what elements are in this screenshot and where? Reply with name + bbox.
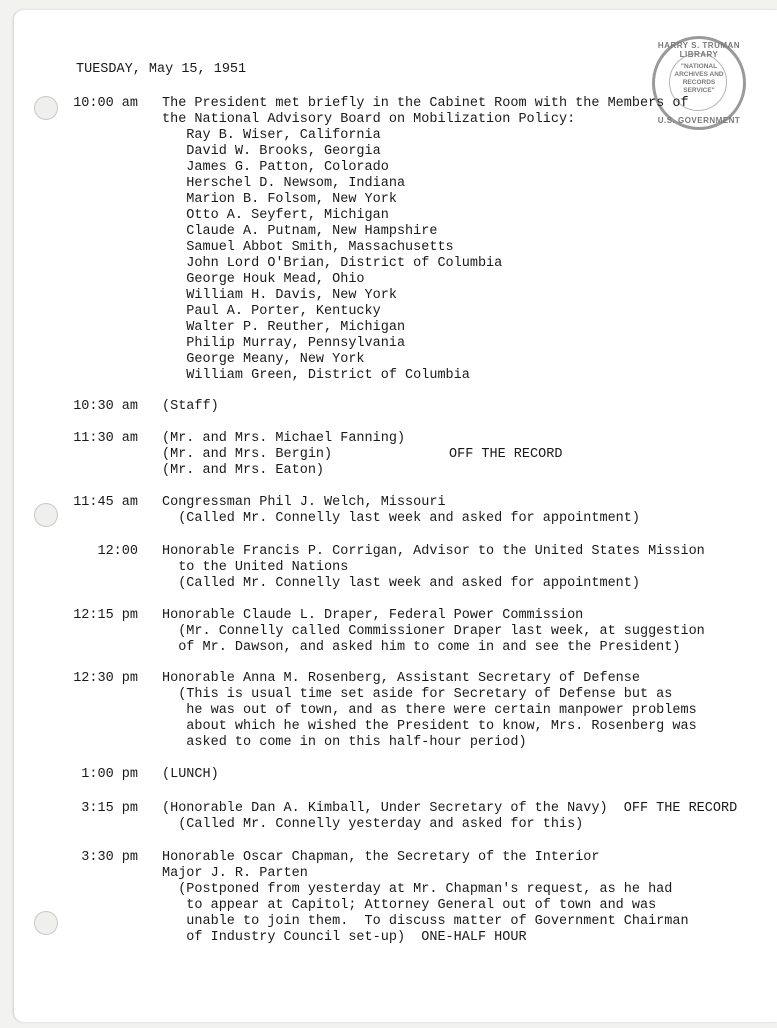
- entry-time: 1:00 pm: [81, 767, 138, 782]
- binder-hole-middle: [34, 503, 58, 527]
- entry-time: 11:30 am: [73, 431, 138, 446]
- entry-body: [162, 767, 219, 783]
- member-name: George Meany, New York: [162, 352, 365, 367]
- entry-body: [162, 801, 737, 833]
- member-name: Philip Murray, Pennsylvania: [162, 336, 406, 351]
- entry-time: 12:00: [97, 544, 138, 559]
- entry-line: about which he wished the President to know, Mrs. Rosenberg was: [162, 719, 697, 734]
- entry-line: he was out of town, and as there were certain manpower problems: [162, 703, 697, 718]
- entry-line: (Postponed from yesterday at Mr. Chapman's request, as he had: [162, 882, 673, 897]
- entry-line: (This is usual time set aside for Secretary of Defense but as: [162, 687, 673, 702]
- entry-line: (Mr. and Mrs. Eaton): [162, 463, 325, 478]
- member-name: Ray B. Wiser, California: [162, 128, 381, 143]
- entry-line: of Mr. Dawson, and asked him to come in and see the President): [162, 640, 681, 655]
- member-name: Otto A. Seyfert, Michigan: [162, 208, 389, 223]
- entry-line: asked to come in on this half-hour period): [162, 735, 527, 750]
- entry-time: 10:30 am: [73, 399, 138, 414]
- entry-line: Congressman Phil J. Welch, Missouri: [162, 495, 446, 510]
- entry-time: 3:15 pm: [81, 801, 138, 816]
- entry-time: 3:30 pm: [81, 850, 138, 865]
- entry-line: Honorable Oscar Chapman, the Secretary of the Interior: [162, 850, 600, 865]
- entry-line: (Called Mr. Connelly yesterday and asked for this): [162, 817, 584, 832]
- entry-time: 12:30 pm: [73, 671, 138, 686]
- entry-time: 12:15 pm: [73, 608, 138, 623]
- date-header: TUESDAY, May 15, 1951: [76, 62, 247, 77]
- entry-line: (Called Mr. Connelly last week and asked for appointment): [162, 511, 640, 526]
- entry-line: (Mr. and Mrs. Bergin): [162, 447, 333, 462]
- entry-line: (Mr. Connelly called Commissioner Draper last week, at suggestion: [162, 624, 705, 639]
- member-name: Marion B. Folsom, New York: [162, 192, 397, 207]
- entry-body: [162, 850, 689, 946]
- member-name: John Lord O'Brian, District of Columbia: [162, 256, 503, 271]
- entry-line: (Honorable Dan A. Kimball, Under Secretary of the Navy) OFF THE RECORD: [162, 801, 738, 816]
- member-name: Samuel Abbot Smith, Massachusetts: [162, 240, 454, 255]
- member-name: Claude A. Putnam, New Hampshire: [162, 224, 438, 239]
- entry-body: [162, 399, 219, 415]
- entry-line: Honorable Francis P. Corrigan, Advisor to the United States Mission: [162, 544, 705, 559]
- entry-line: to appear at Capitol; Attorney General out of town and was: [162, 898, 657, 913]
- entry-line: the National Advisory Board on Mobilization Policy:: [162, 112, 576, 127]
- entry-line: (Mr. and Mrs. Michael Fanning): [162, 431, 406, 446]
- entry-line: The President met briefly in the Cabinet Room with the Members of: [162, 96, 689, 111]
- entry-body: [162, 671, 697, 751]
- member-name: James G. Patton, Colorado: [162, 160, 389, 175]
- binder-hole-top: [34, 96, 58, 120]
- entry-line: of Industry Council set-up) ONE-HALF HOUR: [162, 930, 527, 945]
- member-name: Walter P. Reuther, Michigan: [162, 320, 406, 335]
- entry-line: (LUNCH): [162, 767, 219, 782]
- entry-line: (Called Mr. Connelly last week and asked for appointment): [162, 576, 640, 591]
- entry-line: to the United Nations: [162, 560, 349, 575]
- member-name: George Houk Mead, Ohio: [162, 272, 365, 287]
- stamp-center-text: "NATIONAL ARCHIVES AND RECORDS SERVICE": [674, 63, 724, 94]
- off-the-record-note: OFF THE RECORD: [449, 447, 563, 462]
- entry-body: [162, 96, 689, 384]
- entry-time: 11:45 am: [73, 495, 138, 510]
- binder-hole-bottom: [34, 911, 58, 935]
- entry-line: (Staff): [162, 399, 219, 414]
- entry-body: [162, 431, 405, 479]
- entry-time: 10:00 am: [73, 96, 138, 111]
- stamp-ring-top-text: HARRY S. TRUMAN LIBRARY: [657, 41, 741, 59]
- member-name: Herschel D. Newsom, Indiana: [162, 176, 406, 191]
- member-name: William H. Davis, New York: [162, 288, 397, 303]
- entry-body: [162, 495, 640, 527]
- stamp-ring-bottom-text: U.S. GOVERNMENT: [657, 116, 741, 125]
- member-name: Paul A. Porter, Kentucky: [162, 304, 381, 319]
- entry-body: [162, 608, 705, 656]
- entry-body: [162, 544, 705, 592]
- member-name: David W. Brooks, Georgia: [162, 144, 381, 159]
- member-name: William Green, District of Columbia: [162, 368, 470, 383]
- entry-line: unable to join them. To discuss matter of Government Chairman: [162, 914, 689, 929]
- entry-line: Major J. R. Parten: [162, 866, 308, 881]
- entry-line: Honorable Anna M. Rosenberg, Assistant Secretary of Defense: [162, 671, 640, 686]
- entry-line: Honorable Claude L. Draper, Federal Power Commission: [162, 608, 584, 623]
